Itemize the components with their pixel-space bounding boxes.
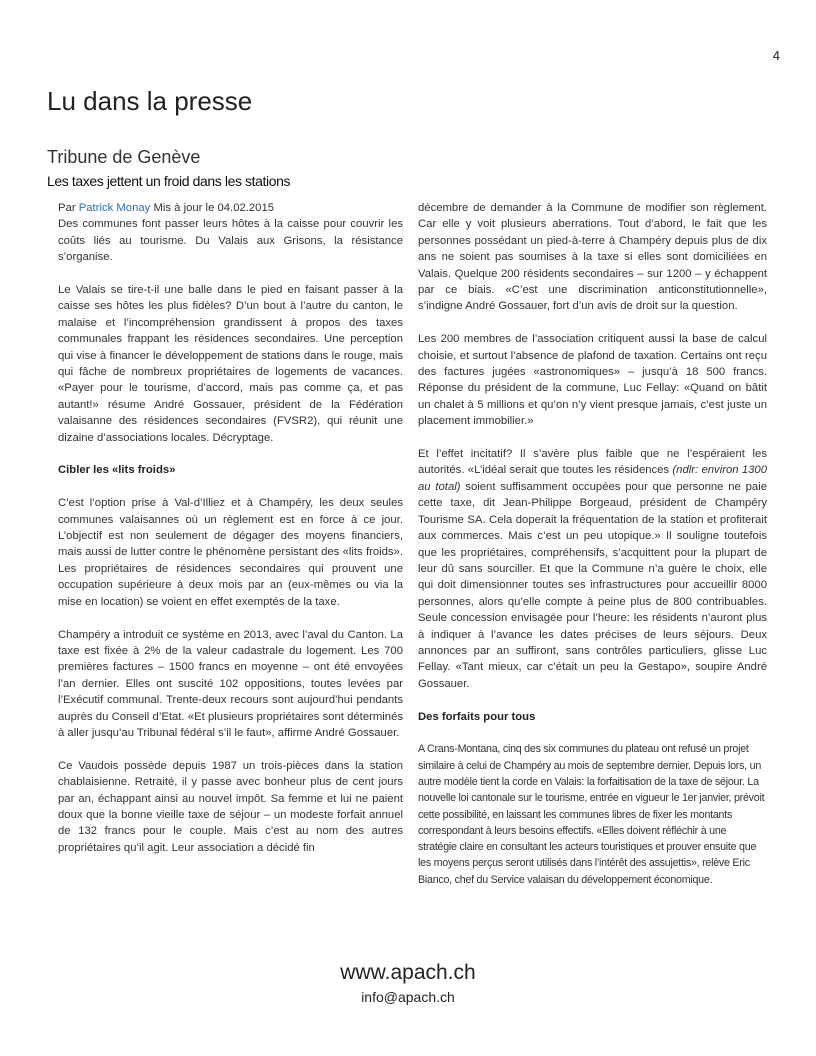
article-paragraph: décembre de demander à la Commune de modifier son règlement. Car elle y voit plusieurs aberrations. Tout d’abord, le fait que les personnes possédant un pied-à-terre à Champéry depuis plus de dix ans ne soient pas soumises à la taxe si elles sont domiciliées en Valais. Quelque 200 résidents secondaires – sur 1200 – y échappent par ce biais. «C’est une discrimination anticonstitutionnelle», s’indigne André Gossauer, fort d’un avis de droit sur la question. xyxy=(418,202,767,313)
article-paragraph: Champéry a introduit ce système en 2013, avec l’aval du Canton. La taxe est fixée à 2% de la valeur cadastrale du logement. Les 700 premières factures – 1500 francs en moyenne – ont été envoyées l’an dernier. Elles ont suscité 102 oppositions, toutes levées par l’Exécutif communal. Trente-deux recours sont aujourd’hui pendants auprès du Conseil d’Etat. «Et plusieurs propriétaires sont déterminés à aller jusqu’au Tribunal fédéral s’il le faut», affirme André Gossauer. xyxy=(58,628,403,739)
article-paragraph: C’est l’option prise à Val-d’Illiez et à Champéry, les deux seules communes valaisannes où un règlement est en force à ce jour. L’objectif est non seulement de dégager des moyens financiers, mais aussi de lutter contre le phénomène persistant des «lits froids». Les propriétaires de résidences secondaires qui prouvent une occupation supérieure à deux mois par an (eux-mêmes ou via la mise en location) se voient en effet exemptés de la taxe. xyxy=(58,497,403,608)
paragraph-text: Et l’effet incitatif? Il s’avère plus faible que ne l’espéraient les autorités. «L’idéal serait que toutes les résidences xyxy=(418,448,767,477)
article-paragraph: Ce Vaudois possède depuis 1987 un trois-pièces dans la station chablaisienne. Retraité, il y passe avec bonheur plus de cent jours par an, échappant ainsi au nouvel impôt. Sa femme et lui ne paient doux que la bonne vieille taxe de séjour – un modeste forfait annuel de 132 francs pour le couple. Mais c’est au nom des autres propriétaires qu’il agit. Leur association a décidé fin xyxy=(58,759,403,854)
page-number: 4 xyxy=(772,48,780,63)
article-paragraph: Les 200 membres de l’association critiquent aussi la base de calcul choisie, et surtout l’absence de plafond de taxation. Certains ont reçu des factures jugées «astronomiques» – jusqu’à 18 500 francs. Réponse du président de la commune, Luc Fellay: «Quand on bâtit un chalet à 5 millions et qu’on n’y vient presque jamais, c’est juste un placement immobilier.» xyxy=(418,333,767,428)
author-link[interactable]: Patrick Monay xyxy=(78,202,151,214)
paragraph-text: soient suffisamment occupées pour que personne ne paie cette taxe, dit Jean-Philippe Borgeaud, président de Champéry Tourisme SA. Cela doperait la fréquentation de la station et profiterait aux commerces. Mais c’est un peu utopique.» Il souligne toutefois que les propriétaires, compréhensifs, s’acquittent pour la plupart de leur dû sans sourciller. Et que la Commune n’a guère le choix, elle qui doit dimensionner toutes ses infrastructures pour accueillir 8000 personnes, alors qu’elle compte à peine plus de 800 contribuables. Seule concession envisagée pour l’heure: les résidents n’auront plus à indiquer à l’avance les dates précises de leurs séjours. Deux annonces par an suffiront, sans contrôles particuliers, glisse Luc Fellay. «Tant mieux, car c’était un peu la Gestapo», soupire André Gossauer. xyxy=(418,480,767,690)
updated-date: Mis à jour le 04.02.2015 xyxy=(153,202,275,214)
article-lead: Des communes font passer leurs hôtes à la caisse pour couvrir les coûts liés au tourisme. Du Valais aux Grisons, la résistance s’organise. xyxy=(58,218,403,264)
subheading-forfaits: Des forfaits pour tous xyxy=(418,710,536,723)
section-title: Lu dans la presse xyxy=(47,86,253,116)
footer-url[interactable]: www.apach.ch xyxy=(340,961,476,984)
article-headline: Les taxes jettent un froid dans les stations xyxy=(47,173,291,189)
article-paragraph: Le Valais se tire-t-il une balle dans le pied en faisant passer à la caisse ses hôtes les plus fidèles? D’un bout à l’autre du canton, le malaise et l’incompréhension grandissent à propos des taxes communales frappant les résidences secondaires. Une perception qui vise à financer le développement de stations dans le rouge, mais qui fâche de nombreux propriétaires de logements de vacances. «Payer pour le tourisme, d’accord, mais pas comme ça, et pas autant!» résume André Gossauer, président de la Fédération valaisanne des résidences secondaires (FVSR2), qui réunit une dizaine d’associations locales. Décryptage. xyxy=(58,284,403,444)
footer-email[interactable]: info@apach.ch xyxy=(361,989,455,1005)
subheading-lits-froids: Cibler les «lits froids» xyxy=(58,464,176,477)
byline-prefix: Par xyxy=(58,202,76,214)
article-column-left xyxy=(58,200,403,856)
byline xyxy=(58,200,403,216)
article-column-right xyxy=(418,200,767,888)
editor-note: (ndlr: environ 1300 au total) xyxy=(418,464,768,493)
newspaper-name: Tribune de Genève xyxy=(47,147,201,167)
article-paragraph: A Crans-Montana, cinq des six communes du plateau ont refusé un projet similaire à celui de Champéry au mois de septembre dernier. Depuis lors, un autre modèle tient la corde en Valais: la forfaitisation de la taxe de séjour. La nouvelle loi cantonale sur le tourisme, entrée en vigueur le 1er janvier, prévoit cette possibilité, en laissant les communes libres de fixer les montants correspondant à leurs besoins effectifs. «Elles doivent réfléchir à une stratégie claire en consultant les acteurs touristiques et prouver ensuite que les moyens perçus seront utilisés dans l’intérêt des assujettis», relève Eric Bianco, chef du Service valaisan du développement économique. xyxy=(418,743,765,886)
article-paragraph xyxy=(418,446,767,692)
